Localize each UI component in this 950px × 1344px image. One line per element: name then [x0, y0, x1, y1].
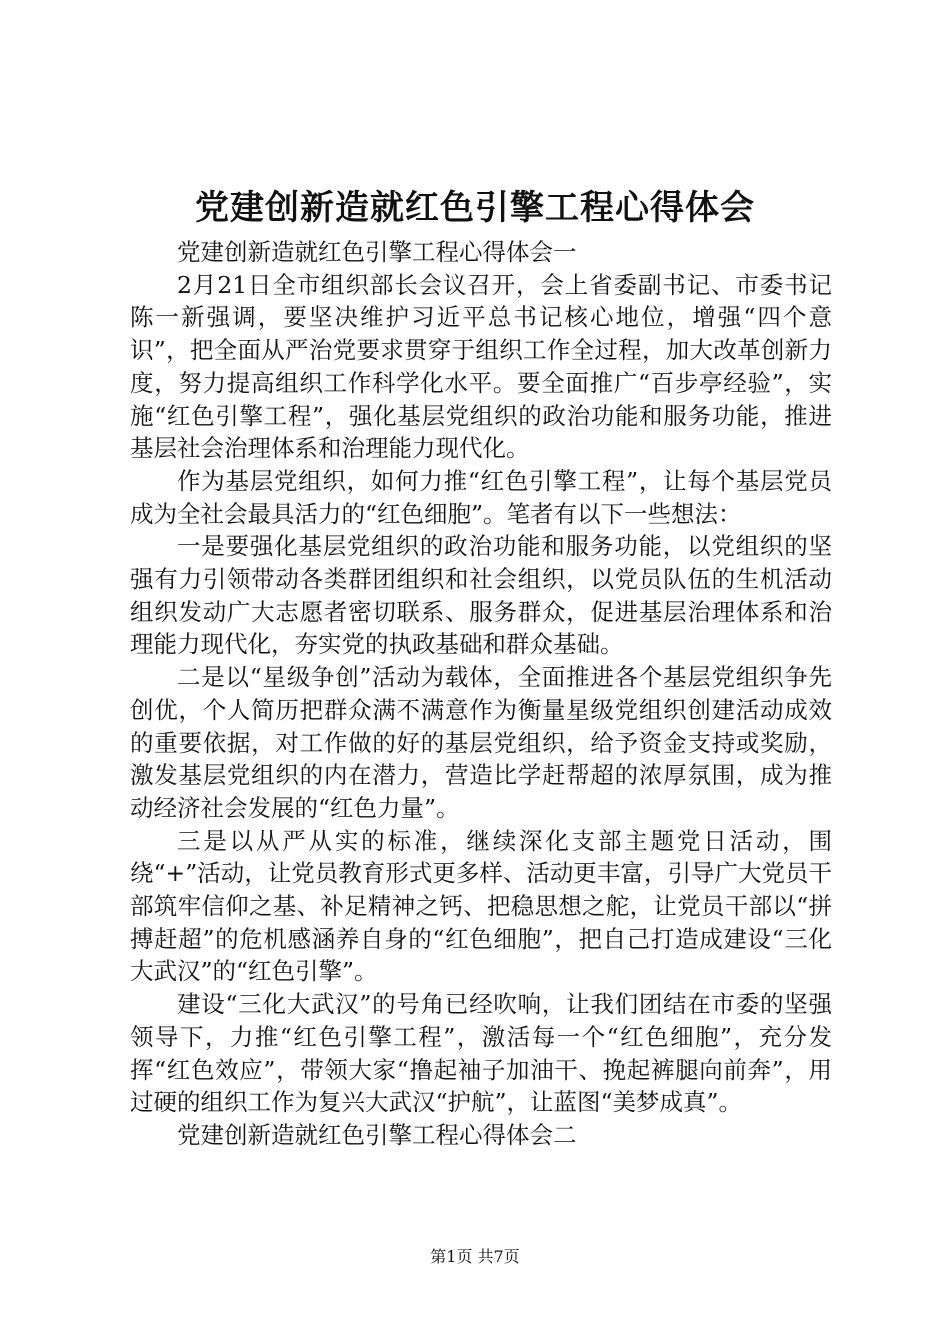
paragraph-1: 2月21日全市组织部长会议召开，会上省委副书记、市委书记陈一新强调，要坚决维护习近平总书记核心地位，增强“四个意识”，把全面从严治党要求贯穿于组织工作全过程，加大改革创新力度，努力提高组织工作科学化水平。要全面推广“百步亭经验”，实施“红色引擎工程”，强化基层党组织的政治功能和服务功能，推进基层社会治理体系和治理能力现代化。	[130, 270, 832, 463]
paragraph-5: 三是以从严从实的标准，继续深化支部主题党日活动，围绕“+”活动，让党员教育形式更多样、活动更丰富，引导广大党员干部筑牢信仰之基、补足精神之钙、把稳思想之舵，让党员干部以“拼搏赶超”的危机感涵养自身的“红色细胞”，把自己打造成建设“三化大武汉”的“红色引擎”。	[130, 826, 832, 986]
section-heading-1: 党建创新造就红色引擎工程心得体会一	[177, 238, 577, 266]
page-number-footer: 第1页 共7页	[430, 1247, 520, 1266]
paragraph-3: 一是要强化基层党组织的政治功能和服务功能，以党组织的坚强有力引领带动各类群团组织和社会组织，以党员队伍的生机活动组织发动广大志愿者密切联系、服务群众，促进基层治理体系和治理能力现代化，夯实党的执政基础和群众基础。	[130, 532, 832, 659]
paragraph-2: 作为基层党组织，如何力推“红色引擎工程”，让每个基层党员成为全社会最具活力的“红色细胞”。笔者有以下一些想法：	[130, 466, 832, 528]
section-heading-2: 党建创新造就红色引擎工程心得体会二	[177, 1120, 577, 1149]
paragraph-6: 建设“三化大武汉”的号角已经吹响，让我们团结在市委的坚强领导下，力推“红色引擎工程”，激活每一个“红色细胞”，充分发挥“红色效应”，带领大家“撸起袖子加油干、挽起裤腿向前奔”，用过硬的组织工作为复兴大武汉“护航”，让蓝图“美梦成真”。	[130, 990, 832, 1117]
document-body	[130, 236, 832, 1152]
paragraph-4: 二是以“星级争创”活动为载体，全面推进各个基层党组织争先创优，个人简历把群众满不满意作为衡量星级党组织创建活动成效的重要依据，对工作做的好的基层党组织，给予资金支持或奖励，激发基层党组织的内在潜力，营造比学赶帮超的浓厚氛围，成为推动经济社会发展的“红色力量”。	[130, 663, 832, 822]
document-title: 党建创新造就红色引擎工程心得体会	[195, 188, 755, 228]
